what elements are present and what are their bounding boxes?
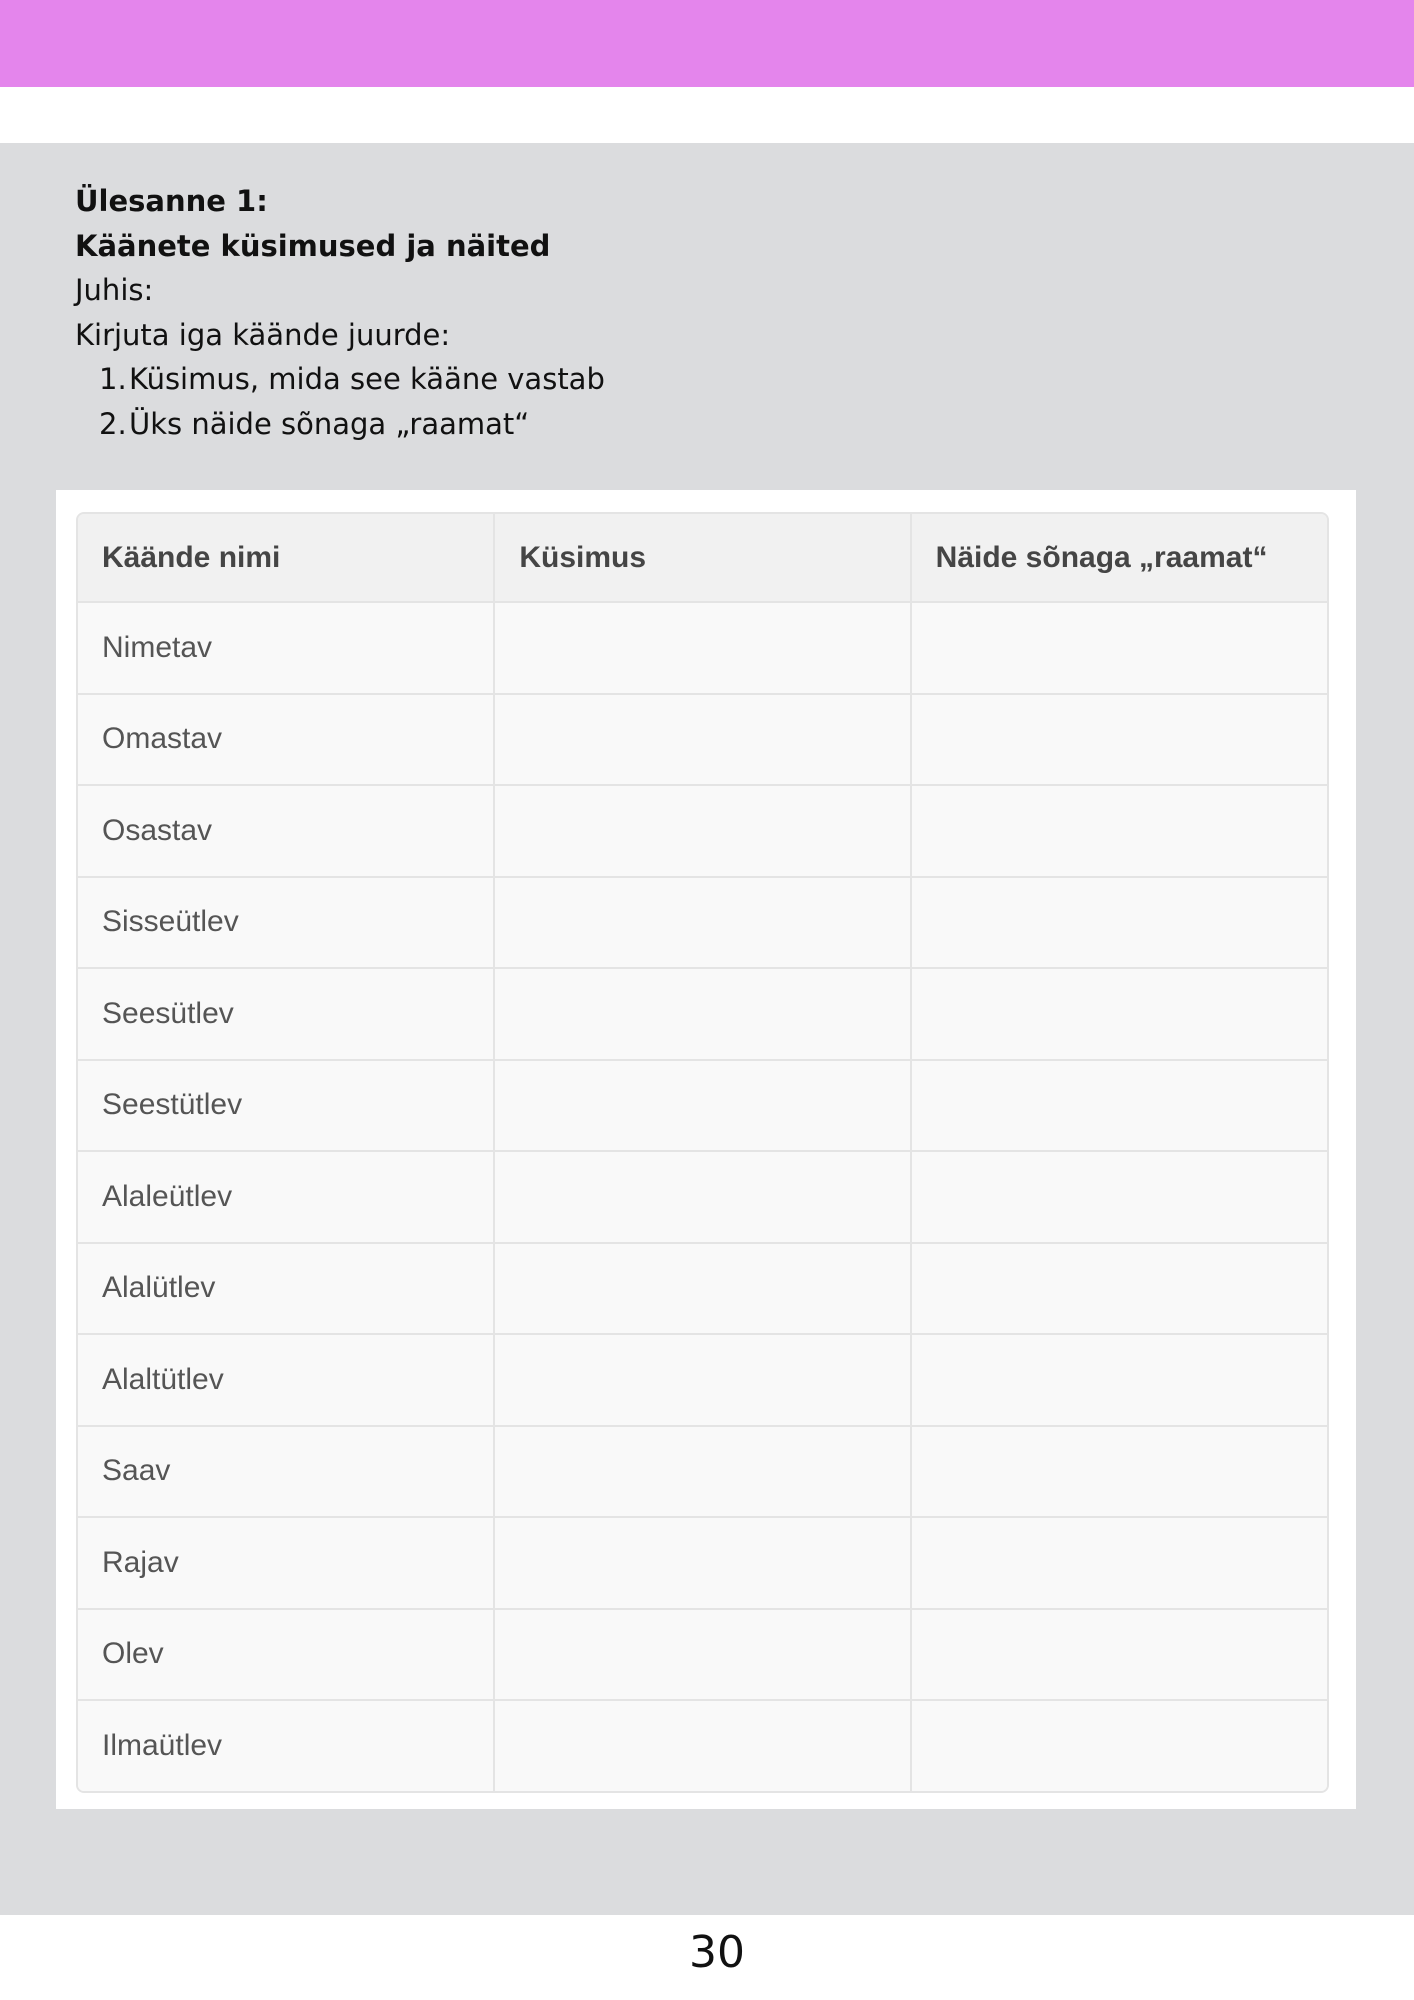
question-cell xyxy=(494,968,910,1060)
header-color-bar xyxy=(0,0,1414,87)
table-row xyxy=(78,1609,1327,1701)
instruction-list-item xyxy=(75,357,1275,402)
example-cell xyxy=(911,1060,1327,1152)
task-subtitle: Käänete küsimused ja näited xyxy=(75,228,551,263)
instruction-text: Kirjuta iga käände juurde: xyxy=(75,317,451,352)
example-cell xyxy=(911,1334,1327,1426)
list-number: 1. xyxy=(99,362,127,397)
task-title: Ülesanne 1: xyxy=(75,184,268,218)
question-cell xyxy=(494,1334,910,1426)
case-name-cell: Saav xyxy=(78,1426,494,1518)
instruction-label: Juhis: xyxy=(75,273,154,308)
header-case-name: Käände nimi xyxy=(78,514,494,602)
case-name-cell: Rajav xyxy=(78,1517,494,1609)
header-question: Küsimus xyxy=(494,514,910,602)
example-cell xyxy=(911,694,1327,786)
list-text: Üks näide sõnaga „raamat“ xyxy=(129,406,530,441)
list-number: 2. xyxy=(99,406,127,441)
example-cell xyxy=(911,1700,1327,1791)
instruction-list-item xyxy=(75,402,1275,447)
case-name-cell: Osastav xyxy=(78,785,494,877)
cases-table xyxy=(76,512,1329,1793)
table-row xyxy=(78,877,1327,969)
table-row xyxy=(78,602,1327,694)
question-cell xyxy=(494,1151,910,1243)
question-cell xyxy=(494,694,910,786)
case-name-cell: Alaleütlev xyxy=(78,1151,494,1243)
table-body xyxy=(78,602,1327,1791)
example-cell xyxy=(911,1243,1327,1335)
question-cell xyxy=(494,785,910,877)
header-example: Näide sõnaga „raamat“ xyxy=(911,514,1327,602)
table-row xyxy=(78,1426,1327,1518)
example-cell xyxy=(911,1151,1327,1243)
example-cell xyxy=(911,877,1327,969)
list-text: Küsimus, mida see kääne vastab xyxy=(129,362,605,397)
table-row xyxy=(78,1700,1327,1791)
table-header-row xyxy=(78,514,1327,602)
case-name-cell: Seestütlev xyxy=(78,1060,494,1152)
table-row xyxy=(78,1151,1327,1243)
example-cell xyxy=(911,1517,1327,1609)
case-name-cell: Nimetav xyxy=(78,602,494,694)
table-row xyxy=(78,1334,1327,1426)
example-cell xyxy=(911,1426,1327,1518)
case-name-cell: Alaltütlev xyxy=(78,1334,494,1426)
table-row xyxy=(78,1243,1327,1335)
case-name-cell: Ilmaütlev xyxy=(78,1700,494,1791)
example-cell xyxy=(911,602,1327,694)
case-name-cell: Alalütlev xyxy=(78,1243,494,1335)
question-cell xyxy=(494,602,910,694)
case-name-cell: Seesütlev xyxy=(78,968,494,1060)
question-cell xyxy=(494,1700,910,1791)
question-cell xyxy=(494,1426,910,1518)
case-name-cell: Sisseütlev xyxy=(78,877,494,969)
question-cell xyxy=(494,1060,910,1152)
table-row xyxy=(78,1517,1327,1609)
case-name-cell: Omastav xyxy=(78,694,494,786)
question-cell xyxy=(494,877,910,969)
question-cell xyxy=(494,1609,910,1701)
task-instructions xyxy=(75,179,1275,447)
case-name-cell: Olev xyxy=(78,1609,494,1701)
table-row xyxy=(78,785,1327,877)
table-row xyxy=(78,694,1327,786)
table-row xyxy=(78,1060,1327,1152)
question-cell xyxy=(494,1517,910,1609)
example-cell xyxy=(911,1609,1327,1701)
example-cell xyxy=(911,968,1327,1060)
question-cell xyxy=(494,1243,910,1335)
example-cell xyxy=(911,785,1327,877)
table-row xyxy=(78,968,1327,1060)
page-number: 30 xyxy=(689,1927,745,1978)
